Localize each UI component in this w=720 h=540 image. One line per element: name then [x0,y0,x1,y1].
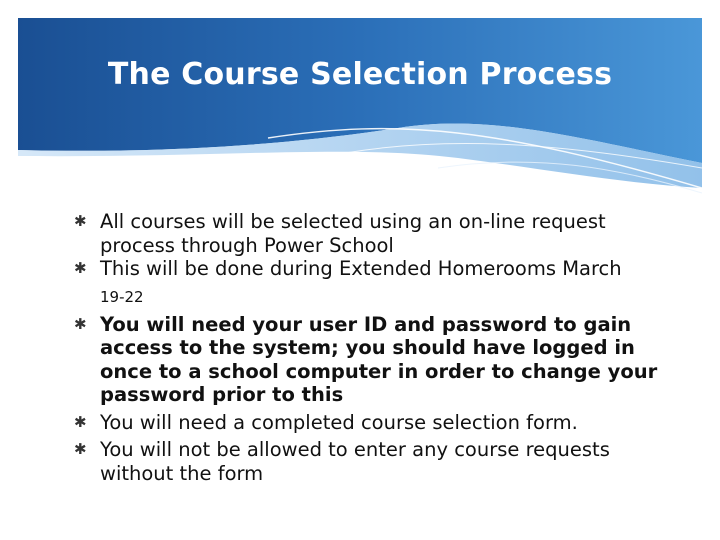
bullet-text-extra: 19-22 [100,287,144,306]
asterisk-bullet-icon: ✱ [74,412,87,431]
bullet-item [60,313,660,407]
asterisk-bullet-icon: ✱ [74,212,87,230]
bullet-text: This will be done during Extended Homerooms March [100,257,622,280]
bullet-item [60,438,660,485]
bullet-text: You will need your user ID and password to gain access to the system; you should have logged in once to a school computer in order to change your password prior to this [100,312,658,406]
bullet-text: All courses will be selected using an on-line request process through Power School [100,210,606,257]
banner-wave-graphic [18,18,702,198]
bullet-text: You will need a completed course selection form. [100,410,578,434]
slide-title: The Course Selection Process [107,57,613,92]
asterisk-bullet-icon: ✱ [74,440,87,458]
bullet-item [60,257,660,313]
bullet-text: You will not be allowed to enter any course requests without the form [100,438,610,485]
bullet-item [60,210,660,257]
asterisk-bullet-icon: ✱ [74,314,87,333]
asterisk-bullet-icon: ✱ [74,259,87,277]
bullet-item [60,411,660,435]
bullet-list [60,210,660,485]
title-banner [18,18,702,198]
